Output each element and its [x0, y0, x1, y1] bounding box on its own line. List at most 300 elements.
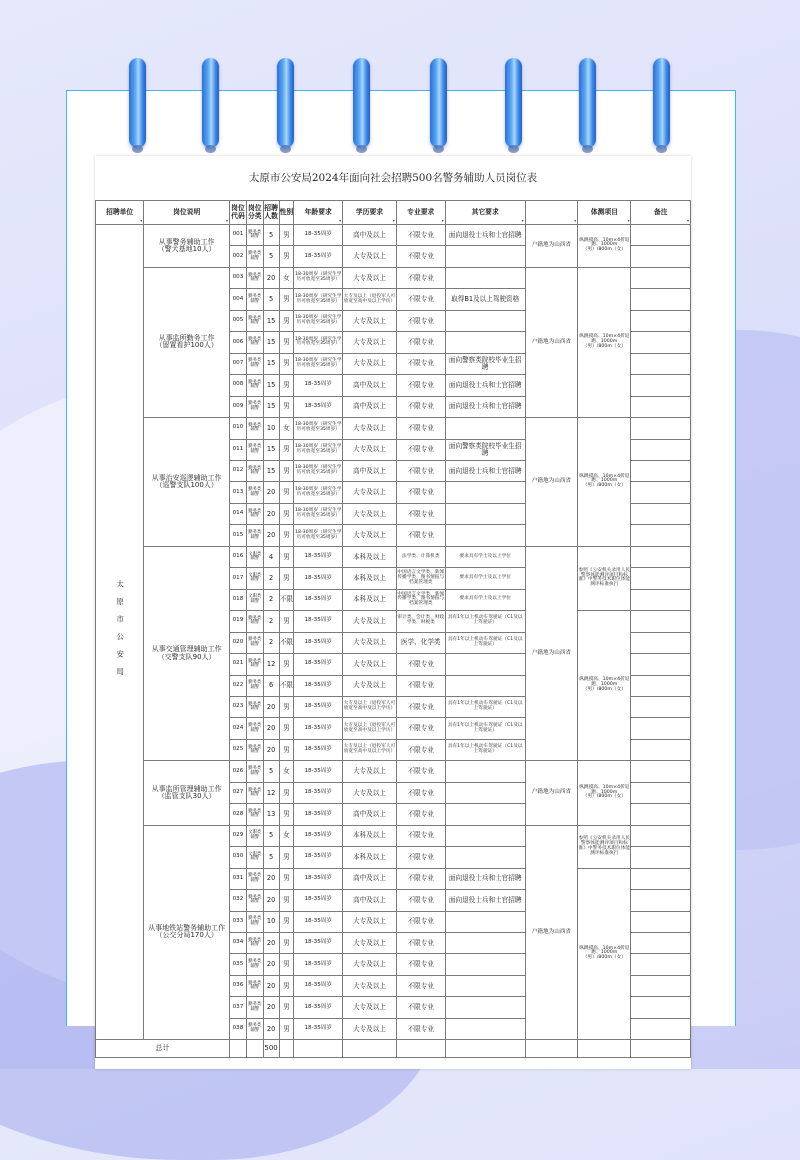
age-requirement: 18-30周岁（研究生学历可放宽至35周岁） [294, 482, 343, 503]
remark-cell [631, 482, 691, 503]
position-category: 勤务类辅警 [246, 954, 263, 975]
other-requirement: 具有1年以上机动车驾驶证（C1及以上驾驶证） [445, 739, 525, 760]
education-requirement: 高中及以上 [343, 890, 397, 911]
other-requirement [445, 654, 525, 675]
hire-count: 15 [263, 375, 279, 396]
gender-requirement: 男 [279, 568, 294, 589]
header-major[interactable]: 专业要求 ▾ [396, 201, 445, 225]
filter-dropdown-icon: ▾ [226, 217, 229, 223]
remark-cell [631, 975, 691, 996]
position-code: 019 [230, 611, 247, 632]
other-requirement: 要求具有学士及以上学位 [445, 568, 525, 589]
position-code: 038 [230, 1018, 247, 1039]
remark-cell [631, 460, 691, 481]
major-requirement: 审计类、会计类、财政学类、财税类 [396, 611, 445, 632]
hire-count: 15 [263, 310, 279, 331]
position-category: 勤务类辅警 [246, 1018, 263, 1039]
other-requirement: 要求具有学士及以上学位 [445, 546, 525, 567]
major-requirement: 不限专业 [396, 739, 445, 760]
education-requirement: 大专及以上 [343, 525, 397, 546]
position-category: 勤务类辅警 [246, 375, 263, 396]
remark-cell [631, 718, 691, 739]
hire-count: 15 [263, 396, 279, 417]
age-requirement: 18-35周岁 [294, 975, 343, 996]
other-requirement [445, 418, 525, 439]
total-count: 500 [263, 1040, 279, 1058]
position-category: 勤务类辅警 [246, 739, 263, 760]
hire-count: 20 [263, 503, 279, 524]
hire-count: 6 [263, 675, 279, 696]
position-category: 文职类辅警 [246, 546, 263, 567]
position-code: 013 [230, 482, 247, 503]
position-category: 勤务类辅警 [246, 675, 263, 696]
position-code: 011 [230, 439, 247, 460]
education-requirement: 大专及以上（退役军人可放宽至高中及以上学历） [343, 739, 397, 760]
remark-cell [631, 739, 691, 760]
age-requirement: 18-35周岁 [294, 225, 343, 246]
remark-cell [631, 954, 691, 975]
age-requirement: 18-35周岁 [294, 654, 343, 675]
education-requirement: 高中及以上 [343, 375, 397, 396]
major-requirement: 不限专业 [396, 997, 445, 1018]
remark-cell [631, 847, 691, 868]
position-description: 从事监所管理辅助工作 （监管支队30人） [151, 784, 222, 800]
remark-cell [631, 525, 691, 546]
age-requirement: 18-35周岁 [294, 868, 343, 889]
age-requirement: 18-35周岁 [294, 589, 343, 610]
gender-requirement: 男 [279, 654, 294, 675]
age-requirement: 18-35周岁 [294, 632, 343, 653]
position-code: 014 [230, 503, 247, 524]
age-requirement: 18-35周岁 [294, 847, 343, 868]
gender-requirement: 男 [279, 225, 294, 246]
gender-requirement: 男 [279, 375, 294, 396]
remark-cell [631, 654, 691, 675]
position-category: 勤务类辅警 [246, 782, 263, 803]
gender-requirement: 男 [279, 718, 294, 739]
position-code: 020 [230, 632, 247, 653]
major-requirement: 不限专业 [396, 654, 445, 675]
position-category: 勤务类辅警 [246, 632, 263, 653]
gender-requirement: 男 [279, 739, 294, 760]
remark-cell [631, 267, 691, 288]
position-code: 037 [230, 997, 247, 1018]
hire-count: 15 [263, 460, 279, 481]
position-code: 007 [230, 353, 247, 374]
education-requirement: 大专及以上 [343, 632, 397, 653]
position-category: 勤务类辅警 [246, 246, 263, 267]
position-code: 027 [230, 782, 247, 803]
major-requirement: 不限专业 [396, 825, 445, 846]
remark-cell [631, 310, 691, 331]
position-code: 026 [230, 761, 247, 782]
age-requirement: 18-35周岁 [294, 546, 343, 567]
age-requirement: 18-35周岁 [294, 761, 343, 782]
position-code: 030 [230, 847, 247, 868]
position-description-cell [144, 225, 230, 268]
position-code: 032 [230, 890, 247, 911]
position-description: 从事地铁站警务辅助工作 （公交分局170人） [148, 924, 226, 940]
other-requirement [445, 525, 525, 546]
gender-requirement: 男 [279, 997, 294, 1018]
position-code: 003 [230, 267, 247, 288]
education-requirement: 大专及以上 [343, 654, 397, 675]
age-requirement: 18-30周岁（研究生学历可放宽至35周岁） [294, 460, 343, 481]
education-requirement: 大专及以上 [343, 439, 397, 460]
remark-cell [631, 804, 691, 825]
table-row [96, 418, 691, 439]
age-requirement: 18-35周岁 [294, 396, 343, 417]
other-requirement [445, 804, 525, 825]
other-requirement [445, 1018, 525, 1039]
age-requirement: 18-30周岁（研究生学历可放宽至35周岁） [294, 310, 343, 331]
age-requirement: 18-35周岁 [294, 932, 343, 953]
hire-count: 20 [263, 954, 279, 975]
filter-dropdown-icon: ▾ [686, 217, 689, 223]
major-requirement: 不限专业 [396, 890, 445, 911]
header-age[interactable]: 年龄要求 ▾ [294, 201, 343, 225]
position-category: 勤务类辅警 [246, 267, 263, 288]
position-category: 勤务类辅警 [246, 503, 263, 524]
remark-cell [631, 782, 691, 803]
remark-cell [631, 375, 691, 396]
position-category: 勤务类辅警 [246, 868, 263, 889]
position-code: 029 [230, 825, 247, 846]
position-code: 021 [230, 654, 247, 675]
age-requirement: 18-30周岁（研究生学历可放宽至35周岁） [294, 525, 343, 546]
position-category: 勤务类辅警 [246, 932, 263, 953]
position-category: 勤务类辅警 [246, 761, 263, 782]
other-requirement: 要求具有学士及以上学位 [445, 589, 525, 610]
fitness-test-items: 纵跳摸高、10m×4折返跑、1000m（男）/800m（女） [578, 611, 631, 761]
hire-count: 10 [263, 418, 279, 439]
position-code: 024 [230, 718, 247, 739]
age-requirement: 18-35周岁 [294, 825, 343, 846]
education-requirement: 大专及以上 [343, 997, 397, 1018]
remark-cell [631, 418, 691, 439]
hukou-requirement: 户籍地为山西省 [525, 825, 578, 1040]
other-requirement [445, 503, 525, 524]
major-requirement: 不限专业 [396, 332, 445, 353]
education-requirement: 大专及以上 [343, 332, 397, 353]
education-requirement: 大专及以上（退役军人可放宽至高中及以上学历） [343, 718, 397, 739]
position-category: 勤务类辅警 [246, 396, 263, 417]
major-requirement: 不限专业 [396, 804, 445, 825]
remark-cell [631, 589, 691, 610]
education-requirement: 大专及以上 [343, 310, 397, 331]
filter-dropdown-icon: ▾ [339, 217, 342, 223]
major-requirement: 不限专业 [396, 1018, 445, 1039]
filter-dropdown-icon: ▾ [140, 217, 143, 223]
empty-cell [396, 1040, 445, 1058]
gender-requirement: 男 [279, 1018, 294, 1039]
major-requirement: 不限专业 [396, 761, 445, 782]
fitness-test-items: 纵跳摸高、10m×4折返跑、1000m（男）/800m（女） [578, 418, 631, 547]
age-requirement: 18-30周岁（研究生学历可放宽至35周岁） [294, 289, 343, 310]
other-requirement: 面向警察类院校毕业生招聘 [445, 439, 525, 460]
hire-count: 5 [263, 289, 279, 310]
education-requirement: 本科及以上 [343, 589, 397, 610]
remark-cell [631, 696, 691, 717]
other-requirement [445, 911, 525, 932]
gender-requirement: 男 [279, 482, 294, 503]
education-requirement: 大专及以上 [343, 353, 397, 374]
header-cat[interactable]: 岗位分类 [246, 201, 263, 225]
position-description: 从事监所勤务工作 （留置看护100人） [155, 334, 218, 350]
education-requirement: 本科及以上 [343, 546, 397, 567]
age-requirement: 18-35周岁 [294, 718, 343, 739]
empty-cell [279, 1040, 294, 1058]
empty-cell [343, 1040, 397, 1058]
hire-count: 5 [263, 847, 279, 868]
hire-count: 20 [263, 739, 279, 760]
major-requirement: 不限专业 [396, 911, 445, 932]
table-row [96, 267, 691, 288]
major-requirement: 不限专业 [396, 375, 445, 396]
major-requirement: 不限专业 [396, 932, 445, 953]
education-requirement: 大专及以上 [343, 611, 397, 632]
hire-count: 12 [263, 782, 279, 803]
age-requirement: 18-35周岁 [294, 611, 343, 632]
major-requirement: 不限专业 [396, 503, 445, 524]
hire-count: 2 [263, 611, 279, 632]
gender-requirement: 男 [279, 804, 294, 825]
position-description-cell [144, 546, 230, 761]
gender-requirement: 男 [279, 503, 294, 524]
education-requirement: 高中及以上 [343, 460, 397, 481]
gender-requirement: 男 [279, 954, 294, 975]
filter-dropdown-icon: ▾ [392, 217, 395, 223]
gender-requirement: 女 [279, 267, 294, 288]
hire-count: 20 [263, 718, 279, 739]
major-requirement: 不限专业 [396, 482, 445, 503]
position-code: 036 [230, 975, 247, 996]
hire-count: 13 [263, 804, 279, 825]
other-requirement [445, 761, 525, 782]
table-header-row [96, 201, 691, 225]
position-code: 010 [230, 418, 247, 439]
remark-cell [631, 911, 691, 932]
header-fitness[interactable]: 体测项目 ▾ [578, 201, 631, 225]
education-requirement: 大专及以上 [343, 503, 397, 524]
header-unit[interactable]: 招聘单位 ▾ [96, 201, 144, 225]
recruiting-unit-cell: 太原市公安局 [96, 225, 144, 1040]
gender-requirement: 男 [279, 353, 294, 374]
hire-count: 20 [263, 997, 279, 1018]
remark-cell [631, 1018, 691, 1039]
age-requirement: 18-35周岁 [294, 375, 343, 396]
empty-cell [230, 1040, 247, 1058]
education-requirement: 大专及以上 [343, 761, 397, 782]
hire-count: 20 [263, 696, 279, 717]
position-code: 034 [230, 932, 247, 953]
header-edu[interactable]: 学历要求 ▾ [343, 201, 397, 225]
position-code: 005 [230, 310, 247, 331]
gender-requirement: 不限 [279, 632, 294, 653]
position-code: 002 [230, 246, 247, 267]
major-requirement: 不限专业 [396, 525, 445, 546]
header-hukou[interactable] [525, 201, 578, 225]
other-requirement: 面向警察类院校毕业生招聘 [445, 353, 525, 374]
age-requirement: 18-30周岁（研究生学历可放宽至35周岁） [294, 332, 343, 353]
education-requirement: 大专及以上 [343, 482, 397, 503]
empty-cell [631, 1040, 691, 1058]
education-requirement: 大专及以上 [343, 675, 397, 696]
position-description: 从事警务辅助工作 （警犬基地10人） [157, 237, 216, 253]
other-requirement [445, 332, 525, 353]
header-sex[interactable]: 性别 [279, 201, 294, 225]
position-description-cell [144, 267, 230, 417]
hire-count: 20 [263, 525, 279, 546]
other-requirement [445, 825, 525, 846]
position-category: 勤务类辅警 [246, 804, 263, 825]
major-requirement: 不限专业 [396, 718, 445, 739]
position-code: 033 [230, 911, 247, 932]
total-label: 总计 [96, 1040, 230, 1058]
education-requirement: 高中及以上 [343, 396, 397, 417]
age-requirement: 18-35周岁 [294, 782, 343, 803]
filter-dropdown-icon: ▾ [441, 217, 444, 223]
position-description-cell [144, 761, 230, 825]
position-category: 勤务类辅警 [246, 460, 263, 481]
position-code: 016 [230, 546, 247, 567]
job-table-sheet [95, 156, 691, 1069]
filter-dropdown-icon: ▾ [574, 217, 577, 223]
position-code: 023 [230, 696, 247, 717]
gender-requirement: 男 [279, 932, 294, 953]
remark-cell [631, 868, 691, 889]
gender-requirement: 女 [279, 761, 294, 782]
hire-count: 15 [263, 439, 279, 460]
other-requirement: 面向退役士兵和士官招聘 [445, 225, 525, 246]
remark-cell [631, 225, 691, 246]
fitness-test-items: 纵跳摸高、10m×4折返跑、1000m（男）/800m（女） [578, 761, 631, 825]
other-requirement [445, 847, 525, 868]
education-requirement: 大专及以上 [343, 267, 397, 288]
position-category: 文职类辅警 [246, 847, 263, 868]
gender-requirement: 男 [279, 246, 294, 267]
header-code[interactable]: 岗位代码 [230, 201, 247, 225]
hire-count: 10 [263, 911, 279, 932]
hire-count: 2 [263, 568, 279, 589]
hukou-requirement: 户籍地为山西省 [525, 761, 578, 825]
position-description: 从事治安巡逻辅助工作 （巡警支队100人） [151, 473, 222, 489]
education-requirement: 大专及以上 [343, 932, 397, 953]
gender-requirement: 男 [279, 847, 294, 868]
position-code: 008 [230, 375, 247, 396]
gender-requirement: 男 [279, 611, 294, 632]
other-requirement: 面向退役士兵和士官招聘 [445, 375, 525, 396]
major-requirement: 中国语言文学类、新闻传播学类、图书情报与档案管理类 [396, 568, 445, 589]
education-requirement: 大专及以上 [343, 1018, 397, 1039]
remark-cell [631, 932, 691, 953]
hire-count: 20 [263, 890, 279, 911]
age-requirement: 18-35周岁 [294, 246, 343, 267]
remark-cell [631, 332, 691, 353]
position-category: 勤务类辅警 [246, 997, 263, 1018]
other-requirement: 具有1年以上机动车驾驶证（C1及以上驾驶证） [445, 718, 525, 739]
position-category: 文职类辅警 [246, 589, 263, 610]
major-requirement: 不限专业 [396, 353, 445, 374]
other-requirement: 具有1年以上机动车驾驶证（C1及以上驾驶证） [445, 632, 525, 653]
position-category: 勤务类辅警 [246, 439, 263, 460]
hukou-requirement: 户籍地为山西省 [525, 267, 578, 417]
other-requirement [445, 246, 525, 267]
fitness-test-items: 纵跳摸高、10m×4折返跑、1000m（男）/800m（女） [578, 267, 631, 417]
major-requirement: 不限专业 [396, 782, 445, 803]
other-requirement [445, 932, 525, 953]
hire-count: 5 [263, 246, 279, 267]
position-category: 勤务类辅警 [246, 718, 263, 739]
major-requirement: 不限专业 [396, 246, 445, 267]
other-requirement [445, 310, 525, 331]
age-requirement: 18-35周岁 [294, 954, 343, 975]
other-requirement [445, 267, 525, 288]
position-code: 001 [230, 225, 247, 246]
position-code: 017 [230, 568, 247, 589]
remark-cell [631, 546, 691, 567]
gender-requirement: 男 [279, 289, 294, 310]
position-category: 勤务类辅警 [246, 289, 263, 310]
other-requirement: 面向退役士兵和士官招聘 [445, 396, 525, 417]
major-requirement: 不限专业 [396, 310, 445, 331]
other-requirement: 取得B1及以上驾驶资格 [445, 289, 525, 310]
header-other[interactable]: 其它要求 ▾ [445, 201, 525, 225]
position-category: 勤务类辅警 [246, 353, 263, 374]
position-category: 勤务类辅警 [246, 332, 263, 353]
position-code: 006 [230, 332, 247, 353]
gender-requirement: 男 [279, 460, 294, 481]
age-requirement: 18-30周岁（研究生学历可放宽至35周岁） [294, 353, 343, 374]
gender-requirement: 男 [279, 332, 294, 353]
major-requirement: 不限专业 [396, 675, 445, 696]
position-category: 勤务类辅警 [246, 654, 263, 675]
position-category: 勤务类辅警 [246, 975, 263, 996]
major-requirement: 不限专业 [396, 975, 445, 996]
position-category: 勤务类辅警 [246, 418, 263, 439]
major-requirement: 不限专业 [396, 847, 445, 868]
header-remark[interactable]: 备注 ▾ [631, 201, 691, 225]
other-requirement: 具有1年以上机动车驾驶证（C1及以上驾驶证） [445, 696, 525, 717]
other-requirement: 具有1年以上机动车驾驶证（C1及以上驾驶证） [445, 611, 525, 632]
hire-count: 20 [263, 975, 279, 996]
gender-requirement: 男 [279, 439, 294, 460]
document-title: 太原市公安局2024年面向社会招聘500名警务辅助人员岗位表 [248, 172, 538, 184]
education-requirement: 高中及以上 [343, 225, 397, 246]
gender-requirement: 男 [279, 696, 294, 717]
age-requirement: 18-30周岁（研究生学历可放宽至35周岁） [294, 503, 343, 524]
empty-cell [294, 1040, 343, 1058]
age-requirement: 18-35周岁 [294, 997, 343, 1018]
position-category: 勤务类辅警 [246, 911, 263, 932]
education-requirement: 大专及以上 [343, 911, 397, 932]
age-requirement: 18-35周岁 [294, 568, 343, 589]
major-requirement: 不限专业 [396, 696, 445, 717]
table-row [96, 546, 691, 567]
fitness-test-items: 纵跳摸高、10m×4折返跑、1000m（男）/800m（女） [578, 225, 631, 268]
header-desc[interactable]: 岗位说明 ▾ [144, 201, 230, 225]
remark-cell [631, 396, 691, 417]
gender-requirement: 不限 [279, 675, 294, 696]
hire-count: 20 [263, 482, 279, 503]
hire-count: 5 [263, 761, 279, 782]
hire-count: 5 [263, 825, 279, 846]
other-requirement [445, 675, 525, 696]
filter-dropdown-icon: ▾ [627, 217, 630, 223]
major-requirement: 不限专业 [396, 267, 445, 288]
age-requirement: 18-30周岁（研究生学历可放宽至35周岁） [294, 418, 343, 439]
header-num[interactable]: 招聘人数 [263, 201, 279, 225]
